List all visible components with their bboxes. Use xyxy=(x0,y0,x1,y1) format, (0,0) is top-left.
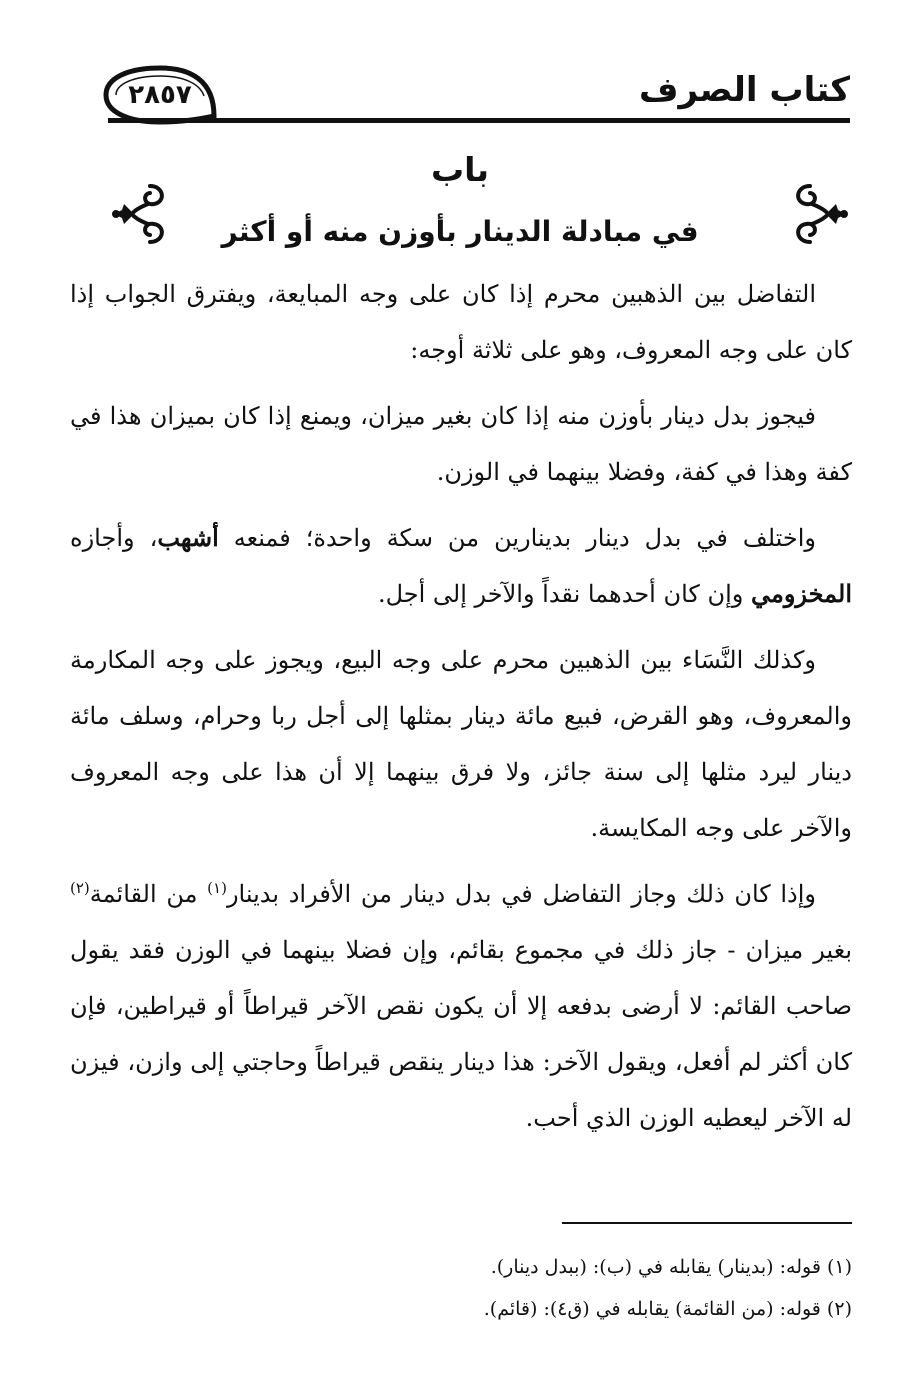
paragraph xyxy=(70,866,852,1146)
footnote-reference[interactable]: (١) xyxy=(207,879,227,897)
paragraph-text: ، وأجازه xyxy=(70,524,158,552)
paragraph: فيجوز بدل دينار بأوزن منه إذا كان بغير ميزان، ويمنع إذا كان بميزان هذا في كفة وهذا في كفة، وفضلا بينهما في الوزن. xyxy=(70,402,852,486)
paragraph-text: بغير ميزان - جاز ذلك في مجموع بقائم، وإن فضلا بينهما في الوزن فقد يقول صاحب القائم: لا أرضى بدفعه إلا أن يكون نقص الآخر قيراطاً أو قيراطين، فإن كان أكثر لم أفعل، ويقول الآخر: هذا دينار ينقص قيراطاً وحاجتي إلى وازن، فيزن له الآخر ليعطيه الوزن الذي أحب. xyxy=(70,936,852,1132)
body-text xyxy=(70,266,852,1156)
paragraph-text: واختلف في بدل دينار بدينارين من سكة واحدة؛ فمنعه xyxy=(218,524,816,552)
paragraph-text: من القائمة xyxy=(89,880,208,908)
chapter-label: باب xyxy=(431,150,489,189)
footnote-reference[interactable]: (٢) xyxy=(70,879,90,897)
running-title: كتاب الصرف xyxy=(639,70,850,110)
paragraph xyxy=(70,510,852,622)
footnote: (٢) قوله: (من القائمة) يقابله في (ق٤): (قائم). xyxy=(483,1298,852,1320)
footnote: (١) قوله: (بدينار) يقابله في (ب): (ببدل دينار). xyxy=(490,1256,852,1278)
chapter-title: في مبادلة الدينار بأوزن منه أو أكثر xyxy=(221,215,699,248)
footnote-rule xyxy=(562,1222,852,1224)
paragraph-text: وإذا كان ذلك وجاز التفاضل في بدل دينار من الأفراد بدينار xyxy=(226,880,816,908)
footnotes xyxy=(70,1246,852,1330)
scholar-name: المخزومي xyxy=(750,579,852,608)
scholar-name: أشهب xyxy=(157,523,219,552)
paragraph: وكذلك النَّسَاء بين الذهبين محرم على وجه البيع، ويجوز على وجه المكارمة والمعروف، وهو القرض، فبيع مائة دينار بمثلها إلى أجل ربا وحرام، وسلف مائة دينار ليرد مثلها إلى سنة جائز، ولا فرق بينهما إلا أن هذا على وجه المعروف والآخر على وجه المكايسة. xyxy=(70,646,852,842)
paragraph-text: وإن كان أحدهما نقداً والآخر إلى أجل. xyxy=(377,580,751,608)
paragraph: التفاضل بين الذهبين محرم إذا كان على وجه المبايعة، ويفترق الجواب إذا كان على وجه المعروف، وهو على ثلاثة أوجه: xyxy=(70,280,852,364)
page-number-badge xyxy=(100,62,220,128)
page-number: ٢٨٥٧ xyxy=(128,80,192,110)
